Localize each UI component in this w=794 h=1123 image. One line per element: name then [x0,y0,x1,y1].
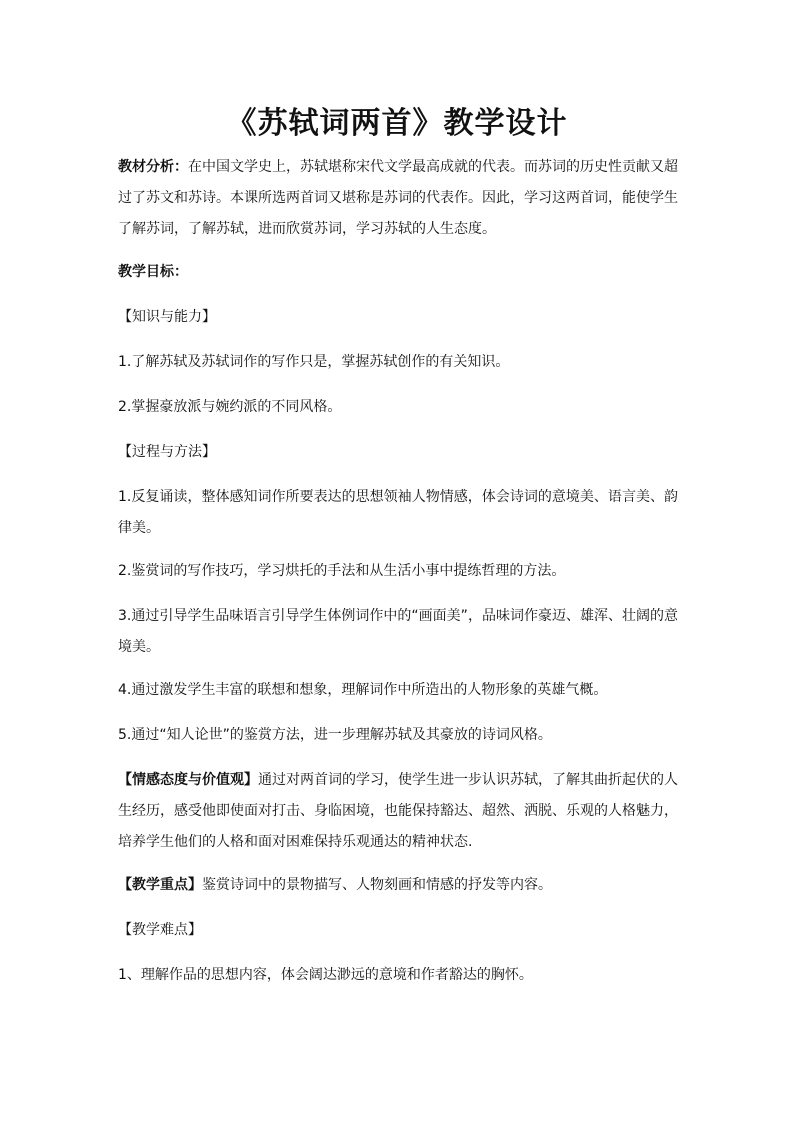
analysis-paragraph [118,152,678,245]
document-body [118,152,678,1005]
page-title: 《苏轼词两首》教学设计 [226,106,568,141]
emotion-label: 【情感态度与价值观】 [118,772,258,788]
analysis-label: 教材分析： [118,159,188,175]
difficulty-heading: 【教学难点】 [118,922,202,938]
key-point-paragraph [118,870,678,901]
objectives-heading: 教学目标： [118,264,188,280]
process-item-1: 1.反复诵读，整体感知词作所要表达的思想领袖人物情感，体会诗词的意境美、语言美、韵律美。 [118,489,678,536]
process-heading: 【过程与方法】 [118,444,216,460]
key-point-text: 鉴赏诗词中的景物描写、人物刻画和情感的抒发等内容。 [202,877,552,893]
knowledge-heading: 【知识与能力】 [118,309,216,325]
knowledge-item-1: 1.了解苏轼及苏轼词作的写作只是，掌握苏轼创作的有关知识。 [118,354,510,370]
knowledge-item-2: 2.掌握豪放派与婉约派的不同风格。 [118,399,342,415]
analysis-text: 在中国文学史上，苏轼堪称宋代文学最高成就的代表。而苏词的历史性贡献又超过了苏文和苏诗。本课所选两首词又堪称是苏词的代表作。因此，学习这两首词，能使学生了解苏词，了解苏轼，进而欣赏苏词，学习苏轼的人生态度。 [118,159,678,237]
process-item-5: 5.通过“知人论世”的鉴赏方法，进一步理解苏轼及其豪放的诗词风格。 [118,727,552,743]
process-item-4: 4.通过激发学生丰富的联想和想象，理解词作中所造出的人物形象的英雄气概。 [118,682,608,698]
key-point-label: 【教学重点】 [118,877,202,893]
difficulty-item-1: 1、理解作品的思想内容，体会阔达渺远的意境和作者豁达的胸怀。 [118,967,533,983]
process-item-2: 2.鉴赏词的写作技巧，学习烘托的手法和从生活小事中提练哲理的方法。 [118,563,566,579]
emotion-text: 通过对两首词的学习，使学生进一步认识苏轼，了解其曲折起伏的人生经历，感受他即使面对打击、身临困境，也能保持豁达、超然、洒脱、乐观的人格魅力，培养学生他们的人格和面对困难保持乐观通达的精神状态. [118,772,678,850]
emotion-paragraph [118,765,678,858]
process-item-3: 3.通过引导学生品味语言引导学生体例词作中的“画面美”，品味词作豪迈、雄浑、壮阔的意境美。 [118,608,678,655]
